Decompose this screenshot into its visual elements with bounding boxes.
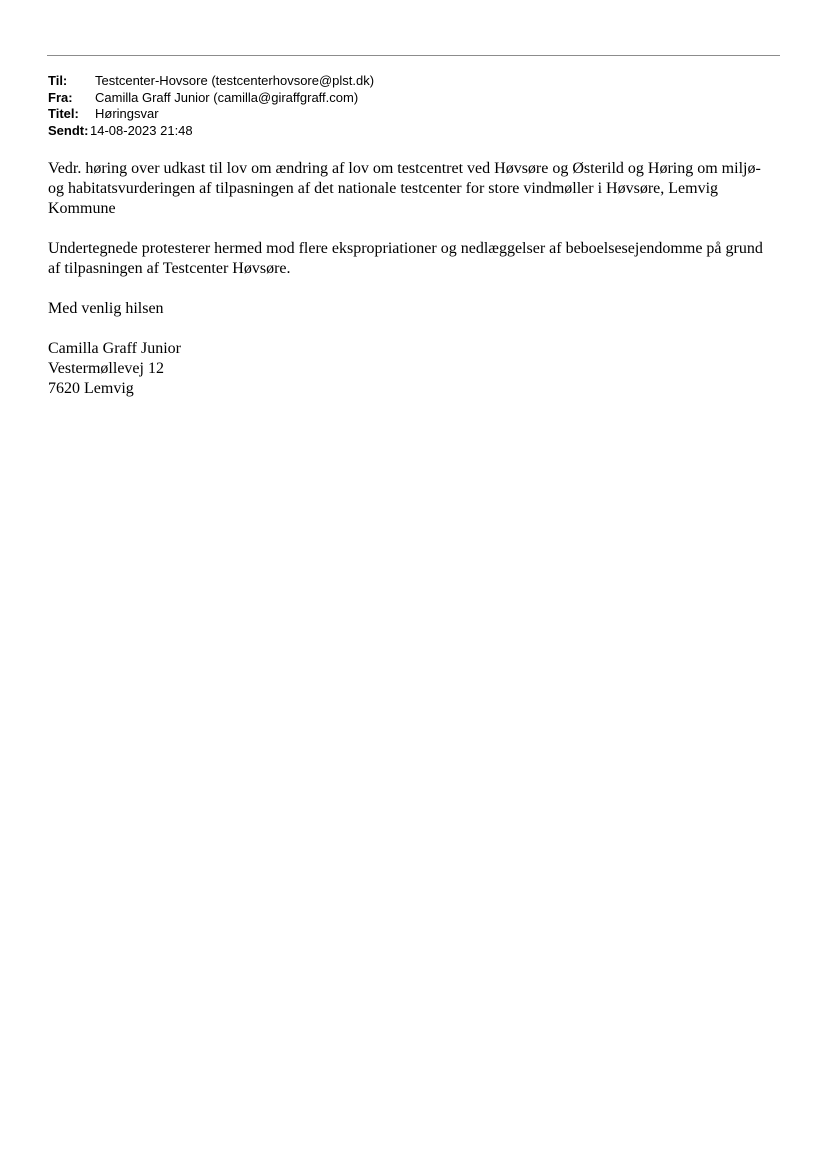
header-divider <box>47 55 780 56</box>
signature-name: Camilla Graff Junior <box>48 340 182 357</box>
from-label: Fra: <box>48 89 73 105</box>
email-header <box>48 73 374 139</box>
sent-label: Sendt: <box>48 122 89 138</box>
sent-value: 14-08-2023 21:48 <box>90 122 193 138</box>
subject-value: Høringsvar <box>95 106 159 121</box>
body-paragraph-protest: Undertegnede protesterer hermed mod flere ekspropriationer og nedlæggelser af beboelsesejendomme på grund af tilpasningen af Testcenter Høvsøre. <box>48 240 763 277</box>
email-body <box>48 159 768 419</box>
signature-block <box>48 339 768 399</box>
closing-line: Med venlig hilsen <box>48 300 164 317</box>
to-value: Testcenter-Hovsore (testcenterhovsore@plst.dk) <box>95 73 375 88</box>
from-row <box>48 90 374 107</box>
subject-label: Titel: <box>48 106 79 121</box>
signature-street: Vestermøllevej 12 <box>48 360 164 377</box>
to-label: Til: <box>48 73 68 88</box>
subject-row <box>48 106 374 123</box>
to-row <box>48 73 374 90</box>
signature-city: 7620 Lemvig <box>48 380 134 397</box>
from-value: Camilla Graff Junior (camilla@giraffgraff.com) <box>95 89 359 105</box>
body-paragraph-subject: Vedr. høring over udkast til lov om ændring af lov om testcentret ved Høvsøre og Østerild og Høring om miljø- og habitatsvurderingen af tilpasningen af det nationale testcenter for store vindmøller i Høvsøre, Lemvig Kommune <box>48 160 761 217</box>
sent-row <box>48 123 374 140</box>
